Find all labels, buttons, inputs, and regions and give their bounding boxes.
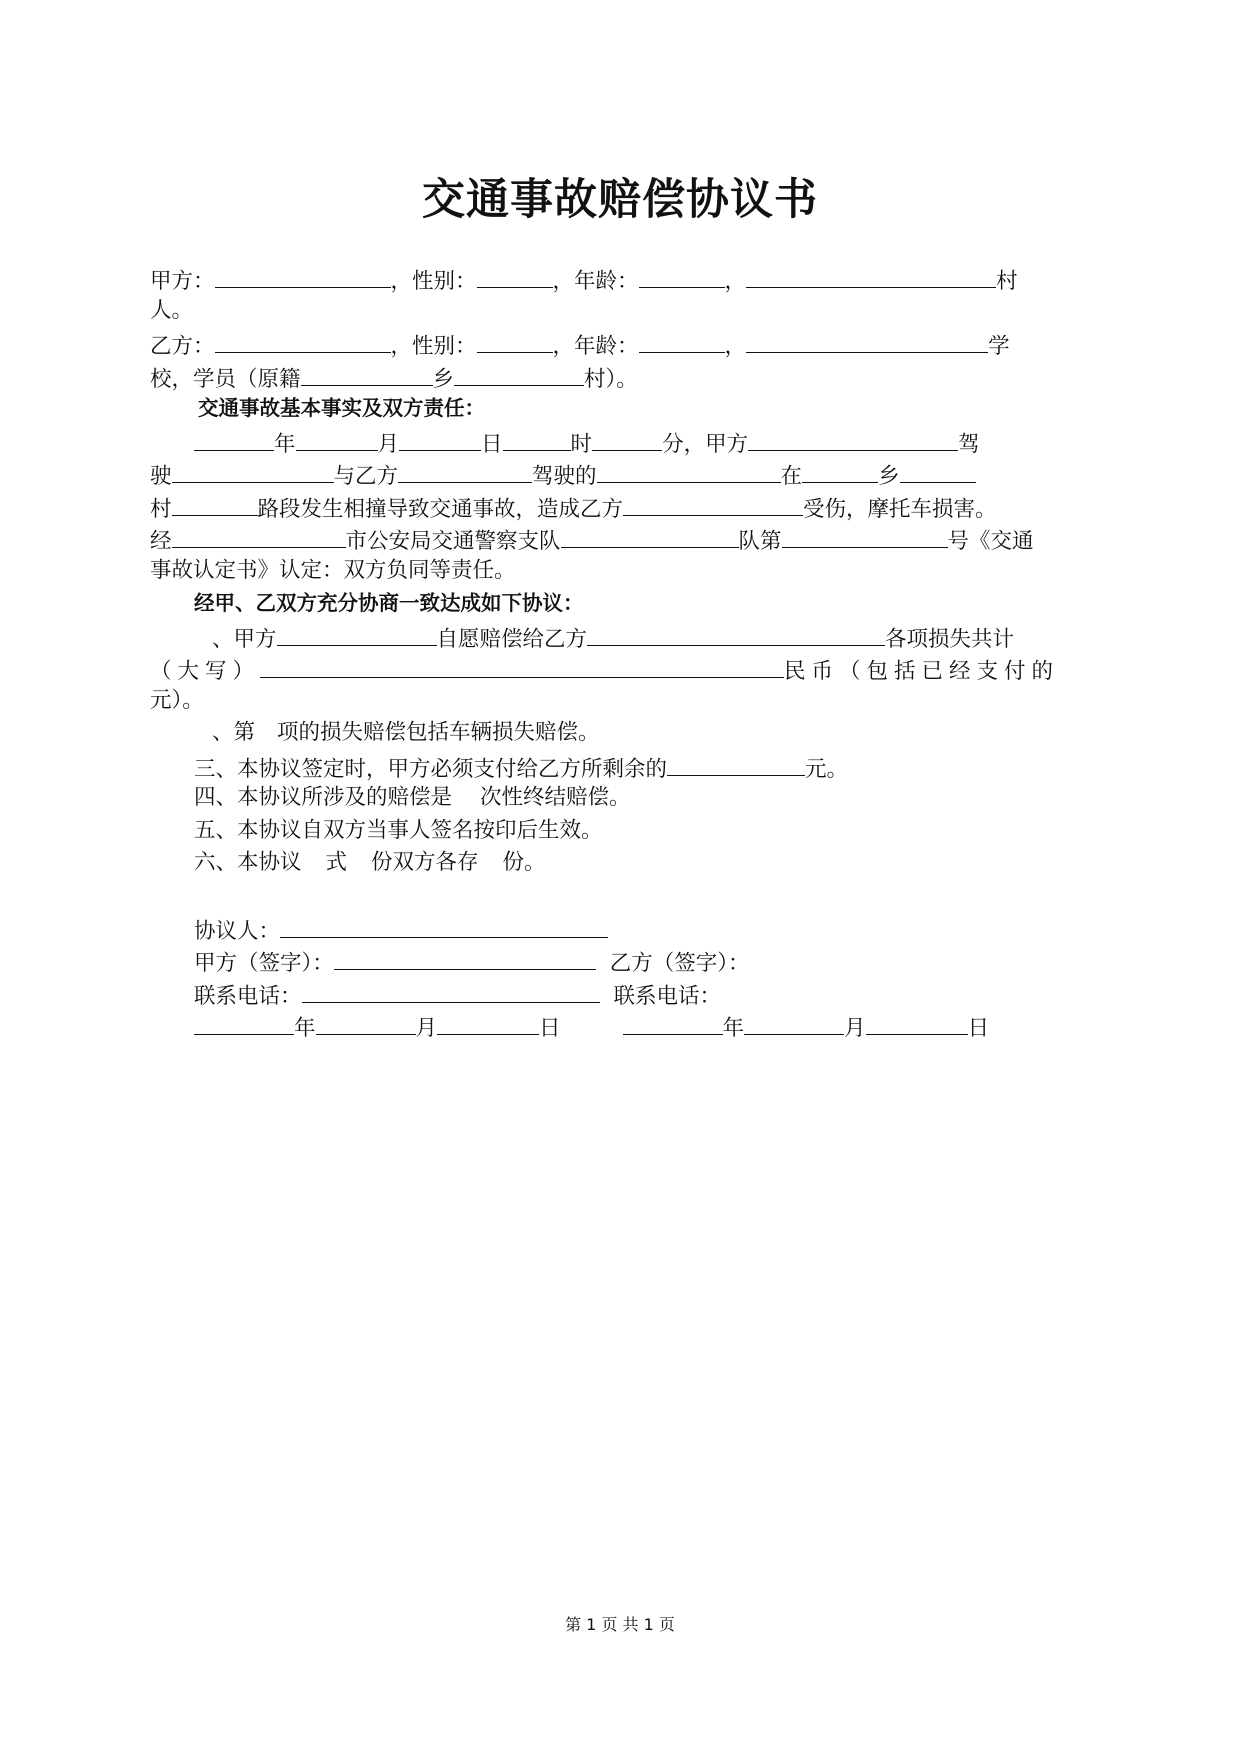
clause-3 bbox=[150, 750, 1094, 783]
facts-report-label: 号《交通 bbox=[947, 529, 1034, 554]
party-b-village-suffix: 村）。 bbox=[584, 366, 638, 392]
signature-phone-line bbox=[150, 977, 1094, 1010]
facts-hour-blank bbox=[503, 425, 571, 451]
facts-injured-blank bbox=[623, 490, 803, 516]
signature-agreer-label: 协议人： bbox=[194, 918, 281, 944]
document-title: 交通事故赔偿协议书 bbox=[422, 175, 818, 225]
facts-vehicle-b-blank bbox=[597, 457, 781, 483]
facts-minute-label: 分，甲方 bbox=[662, 431, 749, 457]
party-b-school-blank bbox=[746, 327, 988, 353]
facts-party-a-blank bbox=[748, 425, 958, 451]
facts-drive-label: 驾 bbox=[958, 431, 980, 457]
signature-party-a-blank bbox=[334, 944, 596, 970]
facts-village-label: 村 bbox=[150, 496, 172, 522]
clause-1-party-b-blank bbox=[587, 620, 885, 646]
facts-party-b-blank bbox=[398, 457, 532, 483]
signature-party-b-label: 乙方（签字）： bbox=[609, 951, 750, 976]
clause-1-total-text: 各项损失共计 bbox=[885, 626, 1015, 652]
facts-line-3 bbox=[150, 490, 1094, 523]
date-b-month-label: 月 bbox=[844, 1016, 866, 1041]
signature-phone-blank bbox=[302, 977, 600, 1003]
facts-line-1 bbox=[150, 425, 1094, 458]
clause-3-text: 三、本协议签定时，甲方必须支付给乙方所剩余的 bbox=[194, 756, 668, 782]
party-b-label: 乙方： bbox=[150, 334, 215, 359]
facts-collision-text: 路段发生相撞导致交通事故，造成乙方 bbox=[257, 496, 624, 522]
party-b-line bbox=[150, 327, 1094, 360]
clause-1-pay-text: 自愿赔偿给乙方 bbox=[436, 626, 588, 652]
facts-brigade-label: 队第 bbox=[738, 529, 782, 554]
party-a-line-2: 人。 bbox=[150, 297, 194, 323]
facts-day-blank bbox=[399, 425, 481, 451]
section-facts-heading: 交通事故基本事实及双方责任： bbox=[198, 396, 485, 420]
section-agreement-heading: 经甲、乙双方充分协商一致达成如下协议： bbox=[194, 591, 584, 615]
party-b-township-suffix: 乡 bbox=[432, 366, 455, 392]
facts-month-blank bbox=[296, 425, 378, 451]
date-b-day-blank bbox=[866, 1009, 968, 1035]
party-b-line-2 bbox=[150, 360, 1094, 393]
clause-4-text: 四、本协议所涉及的赔偿是 bbox=[194, 785, 453, 810]
date-a-year-label: 年 bbox=[294, 1016, 316, 1041]
facts-village-blank bbox=[900, 457, 976, 483]
facts-month-label: 月 bbox=[377, 431, 400, 457]
party-b-age-label: ，年龄： bbox=[552, 334, 639, 359]
facts-report-number-blank bbox=[782, 522, 948, 548]
facts-day-label: 日 bbox=[481, 431, 503, 457]
party-b-name-blank bbox=[215, 327, 391, 353]
clause-6-suffix: 份。 bbox=[502, 850, 546, 875]
party-b-township-blank bbox=[301, 360, 433, 386]
facts-via-label: 经 bbox=[150, 529, 172, 554]
party-b-sep: ， bbox=[724, 334, 747, 359]
party-a-gender-blank bbox=[477, 262, 553, 288]
clause-1-amount-blank bbox=[260, 652, 784, 678]
facts-line-4 bbox=[150, 522, 1094, 555]
clause-2-text: 项的损失赔偿包括车辆损失赔偿。 bbox=[277, 720, 600, 745]
facts-vehicle-a-blank bbox=[172, 457, 334, 483]
facts-injury-text: 受伤，摩托车损害。 bbox=[803, 496, 997, 522]
signature-party-a-label: 甲方（签字）： bbox=[194, 951, 334, 976]
party-b-village-blank bbox=[454, 360, 584, 386]
party-b-school-suffix: 学 bbox=[988, 334, 1010, 359]
date-a-month-label: 月 bbox=[415, 1016, 438, 1041]
facts-drive-suffix: 驶 bbox=[150, 464, 172, 489]
clause-1-party-a-blank bbox=[277, 620, 437, 646]
party-a-sep: ， bbox=[724, 269, 747, 294]
clause-3-unit: 元。 bbox=[805, 756, 849, 782]
party-a-line bbox=[150, 262, 1094, 295]
party-a-gender-label: ，性别： bbox=[390, 269, 477, 294]
clause-1-line-1 bbox=[150, 620, 1094, 653]
clause-4-suffix: 次性终结赔偿。 bbox=[480, 785, 631, 810]
document-body bbox=[150, 262, 1094, 1042]
date-a-month-blank bbox=[316, 1009, 416, 1035]
party-b-gender-blank bbox=[477, 327, 553, 353]
facts-police-text: 市公安局交通警察支队 bbox=[345, 529, 561, 554]
clause-1-currency-text: 民币（包括已经支付的 bbox=[784, 659, 1060, 684]
facts-line-5: 事故认定书》认定：双方负同等责任。 bbox=[150, 557, 516, 583]
clause-1-line-3: 元）。 bbox=[150, 687, 204, 713]
signature-date-line bbox=[150, 1009, 1094, 1042]
clause-1-uppercase-label: （大写） bbox=[150, 659, 261, 684]
date-a-year-blank bbox=[194, 1009, 294, 1035]
spacer bbox=[150, 880, 1094, 912]
facts-brigade-blank bbox=[561, 522, 739, 548]
date-a-day-blank bbox=[437, 1009, 539, 1035]
signature-agreer-line bbox=[150, 912, 1094, 945]
party-a-label: 甲方： bbox=[150, 269, 215, 294]
date-a-day-label: 日 bbox=[539, 1016, 561, 1041]
facts-township-label: 乡 bbox=[878, 464, 900, 489]
facts-line-2 bbox=[150, 457, 1094, 490]
facts-year-label: 年 bbox=[274, 431, 296, 457]
party-a-address-blank bbox=[746, 262, 996, 288]
facts-driven-label: 驾驶的 bbox=[532, 464, 597, 489]
facts-at-label: 在 bbox=[780, 464, 803, 489]
party-b-gender-label: ，性别： bbox=[390, 334, 477, 359]
party-a-age-blank bbox=[639, 262, 725, 288]
facts-road-blank bbox=[172, 490, 258, 516]
signature-agreer-blank bbox=[280, 912, 608, 938]
party-b-age-blank bbox=[639, 327, 725, 353]
signature-parties-line bbox=[150, 944, 1094, 977]
clause-6-text: 六、本协议 bbox=[194, 850, 302, 875]
date-b-year-label: 年 bbox=[722, 1016, 745, 1041]
facts-year-blank bbox=[194, 425, 274, 451]
clause-3-amount-blank bbox=[667, 750, 805, 776]
clause-5: 五、本协议自双方当事人签名按印后生效。 bbox=[194, 817, 603, 843]
party-a-name-blank bbox=[215, 262, 391, 288]
clause-2-prefix: 、第 bbox=[212, 720, 256, 745]
signature-phone-b-label: 联系电话： bbox=[613, 983, 722, 1009]
facts-city-blank bbox=[172, 522, 346, 548]
facts-with-party-b: 与乙方 bbox=[333, 464, 399, 489]
facts-hour-label: 时 bbox=[570, 431, 593, 457]
party-a-village-suffix: 村 bbox=[996, 269, 1018, 294]
clause-1-line-2 bbox=[150, 652, 1094, 685]
clause-6 bbox=[150, 847, 1094, 880]
date-b-month-blank bbox=[744, 1009, 844, 1035]
clause-4 bbox=[150, 782, 1094, 815]
party-a-age-label: ，年龄： bbox=[552, 269, 639, 294]
clause-2 bbox=[150, 717, 1094, 750]
signature-phone-label: 联系电话： bbox=[194, 983, 302, 1009]
clause-1-party-a: 、甲方 bbox=[212, 626, 277, 652]
party-b-origin-label: 校，学员（原籍 bbox=[150, 366, 301, 392]
clause-6-each-keep: 份双方各存 bbox=[371, 850, 479, 875]
date-b-day-label: 日 bbox=[967, 1016, 990, 1041]
clause-6-form: 式 bbox=[325, 850, 348, 875]
page-footer: 第 1 页 共 1 页 bbox=[565, 1615, 675, 1634]
facts-township-blank bbox=[802, 457, 878, 483]
date-b-year-blank bbox=[623, 1009, 723, 1035]
facts-minute-blank bbox=[592, 425, 662, 451]
